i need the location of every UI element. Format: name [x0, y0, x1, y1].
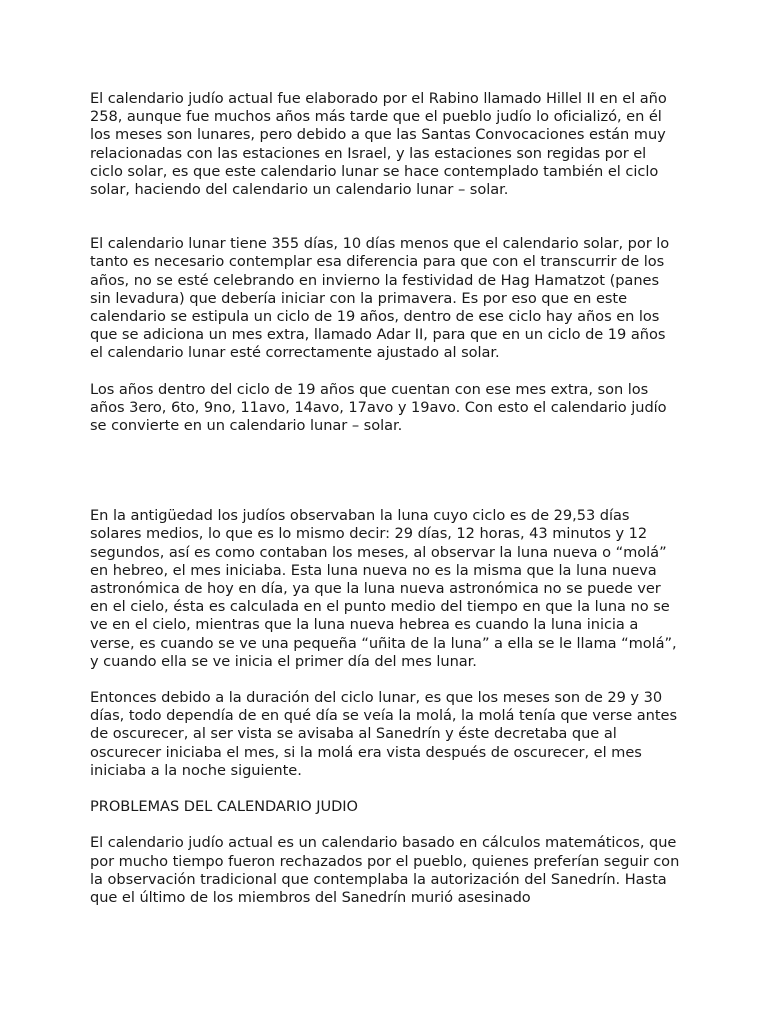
section-heading: PROBLEMAS DEL CALENDARIO JUDIO — [90, 798, 358, 816]
paragraph-leap-years: Los años dentro del ciclo de 19 años que cuentan con ese mes extra, son los años 3ero, 6to, 9no, 11avo, 14avo, 17avo y 19avo. Con esto el calendario judío se convierte en un calendario lunar – solar. — [90, 380, 667, 435]
paragraph-month-length: Entonces debido a la duración del ciclo lunar, es que los meses son de 29 y 30 días, todo dependía de en qué día se veía la molá, la molá tenía que verse antes de oscurecer, al ser vista se avisaba al Sanedrín y éste decretaba que al oscurecer iniciaba el mes, si la molá era vista después de oscurecer, el mes iniciaba a la noche siguiente. — [90, 689, 678, 779]
paragraph-calendar-problems: El calendario judío actual es un calendario basado en cálculos matemáticos, que por mucho tiempo fueron rechazados por el pueblo, quienes preferían seguir con la observación tradicional que contemplaba la autorización del Sanedrín. Hasta que el último de los miembros del Sanedrín murió asesinado — [90, 834, 680, 906]
paragraph-lunar-year: El calendario lunar tiene 355 días, 10 días menos que el calendario solar, por lo tanto es necesario contemplar esa diferencia para que con el transcurrir de los años, no se esté celebrando en invierno la festividad de Hag Hamatzot (panes sin levadura) que debería iniciar con la primavera. Es por eso que en este calendario se estipula un ciclo de 19 años, dentro de ese ciclo hay años en los que se adiciona un mes extra, llamado Adar II, para que en un ciclo de 19 años el calendario lunar esté correctamente ajustado al solar. — [90, 235, 670, 362]
paragraph-calendar-origin: El calendario judío actual fue elaborado por el Rabino llamado Hillel II en el año 258, aunque fue muchos años más tarde que el pueblo judío lo oficializó, en él los meses son lunares, pero debido a que las Santas Convocaciones están muy relacionadas con las estaciones en Israel, y las estaciones son regidas por el ciclo solar, es que este calendario lunar se hace contemplado también el ciclo solar, haciendo del calendario un calendario lunar – solar. — [90, 90, 667, 199]
document-body — [90, 90, 682, 907]
paragraph-ancient-observation: En la antigüedad los judíos observaban la luna cuyo ciclo es de 29,53 días solares medios, lo que es lo mismo decir: 29 días, 12 horas, 43 minutos y 12 segundos, así es como contaban los meses, al observar la luna nueva o “molá” en hebreo, el mes iniciaba. Esta luna nueva no es la misma que la luna nueva astronómica de hoy en día, ya que la luna nueva astronómica no se puede ver en el cielo, ésta es calculada en el punto medio del tiempo en que la luna no se ve en el cielo, mientras que la luna nueva hebrea es cuando la luna inicia a verse, es cuando se ve una pequeña “uñita de la luna” a ella se le llama “molá”, y cuando ella se ve inicia el primer día del mes lunar. — [90, 507, 677, 670]
